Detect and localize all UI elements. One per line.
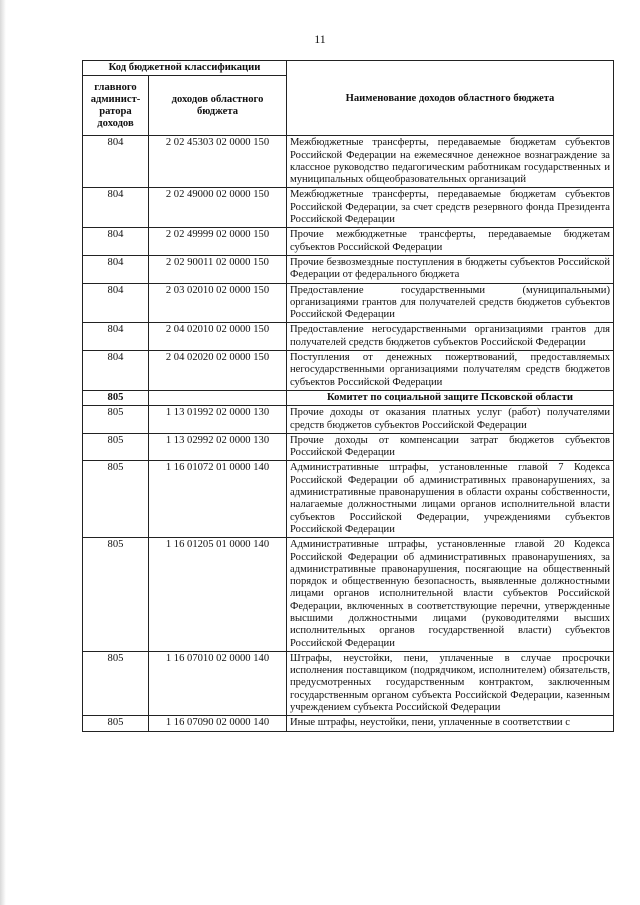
admin-code-cell: 804 [83,255,149,283]
income-name-cell: Межбюджетные трансферты, передаваемые бюджетам субъектов Российской Федерации на ежемесячное денежное вознаграждение за классное руководство педагогическим работникам государственных и муниципальных общеобразовательных организаций [287,136,614,188]
admin-code-cell: 805 [83,433,149,461]
table-row [83,433,614,461]
income-code-cell: 1 13 02992 02 0000 130 [149,433,287,461]
admin-code-cell: 805 [83,461,149,538]
admin-code-cell: 805 [83,406,149,434]
income-code-cell: 2 02 49000 02 0000 150 [149,188,287,228]
admin-code-cell: 804 [83,228,149,256]
admin-code-cell: 804 [83,323,149,351]
income-code-cell: 2 04 02020 02 0000 150 [149,351,287,391]
admin-code-cell: 804 [83,136,149,188]
admin-code-cell: 804 [83,188,149,228]
admin-code-cell: 805 [83,651,149,715]
section-row [83,390,614,405]
income-name-cell: Прочие доходы от оказания платных услуг (работ) получателями средств бюджетов субъектов Российской Федерации [287,406,614,434]
table-row [83,255,614,283]
income-name-cell: Административные штрафы, установленные главой 20 Кодекса Российской Федерации об административных правонарушениях, за административные правонарушения, посягающие на общественный порядок и общественную безопасность, выявленные должностными лицами органов исполнительной власти субъектов Российской Федерации, включенных в соответствующие перечни, утвержденные высшими должностными лицами (руководителями высших исполнительных органов государственной власти) субъектов Российской Федерации [287,538,614,652]
income-code-cell: 1 13 01992 02 0000 130 [149,406,287,434]
income-name-cell: Предоставление негосударственными организациями грантов для получателей средств бюджетов субъектов Российской Федерации [287,323,614,351]
income-name-cell: Прочие межбюджетные трансферты, передаваемые бюджетам субъектов Российской Федерации [287,228,614,256]
income-code-cell: 2 02 45303 02 0000 150 [149,136,287,188]
table-row [83,406,614,434]
income-name-cell: Прочие безвозмездные поступления в бюджеты субъектов Российской Федерации от федерального бюджета [287,255,614,283]
income-code-cell: 2 02 49999 02 0000 150 [149,228,287,256]
table-row [83,651,614,715]
income-name-cell: Иные штрафы, неустойки, пени, уплаченные в соответствии с [287,716,614,731]
income-name-cell: Поступления от денежных пожертвований, предоставляемых негосударственными организациями получателям средств бюджетов субъектов Российской Федерации [287,351,614,391]
table-row [83,136,614,188]
budget-classification-table [82,60,614,732]
admin-code-cell: 804 [83,351,149,391]
income-name-cell: Комитет по социальной защите Псковской области [287,390,614,405]
income-name-cell: Штрафы, неустойки, пени, уплаченные в случае просрочки исполнения поставщиком (подрядчиком, исполнителем) обязательств, предусмотренных государственным контрактом, заключенным государственным органом субъекта Российской Федерации, казенным учреждением субъекта Российской Федерации [287,651,614,715]
table-row [83,283,614,323]
table-body [83,136,614,731]
header-income-code: доходов областного бюджета [149,76,287,136]
table-row [83,716,614,731]
table-row [83,351,614,391]
income-code-cell: 2 04 02010 02 0000 150 [149,323,287,351]
income-name-cell: Межбюджетные трансферты, передаваемые бюджетам субъектов Российской Федерации, за счет средств резервного фонда Президента Российской Федерации [287,188,614,228]
table-row [83,461,614,538]
table-row [83,188,614,228]
scan-edge-shadow [0,0,6,905]
income-code-cell: 2 02 90011 02 0000 150 [149,255,287,283]
header-code-group: Код бюджетной классификации [83,61,287,76]
income-name-cell: Предоставление государственными (муниципальными) организациями грантов для получателей средств бюджетов субъектов Российской Федерации [287,283,614,323]
admin-code-cell: 805 [83,390,149,405]
admin-code-cell: 805 [83,538,149,652]
income-code-cell: 1 16 07090 02 0000 140 [149,716,287,731]
table-row [83,538,614,652]
admin-code-cell: 805 [83,716,149,731]
income-code-cell: 2 03 02010 02 0000 150 [149,283,287,323]
income-code-cell: 1 16 01205 01 0000 140 [149,538,287,652]
header-income-name: Наименование доходов областного бюджета [287,61,614,136]
income-name-cell: Административные штрафы, установленные главой 7 Кодекса Российской Федерации об административных правонарушениях, за административные правонарушения в области охраны собственности, налагаемые должностными лицами органов исполнительной власти субъектов Российской Федерации, учреждениями субъектов Российской Федерации [287,461,614,538]
header-admin-code: главного админист-ратора доходов [83,76,149,136]
table-header [83,61,614,136]
income-code-cell [149,390,287,405]
income-name-cell: Прочие доходы от компенсации затрат бюджетов субъектов Российской Федерации [287,433,614,461]
admin-code-cell: 804 [83,283,149,323]
table-row [83,323,614,351]
income-code-cell: 1 16 01072 01 0000 140 [149,461,287,538]
page-number: 11 [314,32,326,46]
table-row [83,228,614,256]
income-code-cell: 1 16 07010 02 0000 140 [149,651,287,715]
